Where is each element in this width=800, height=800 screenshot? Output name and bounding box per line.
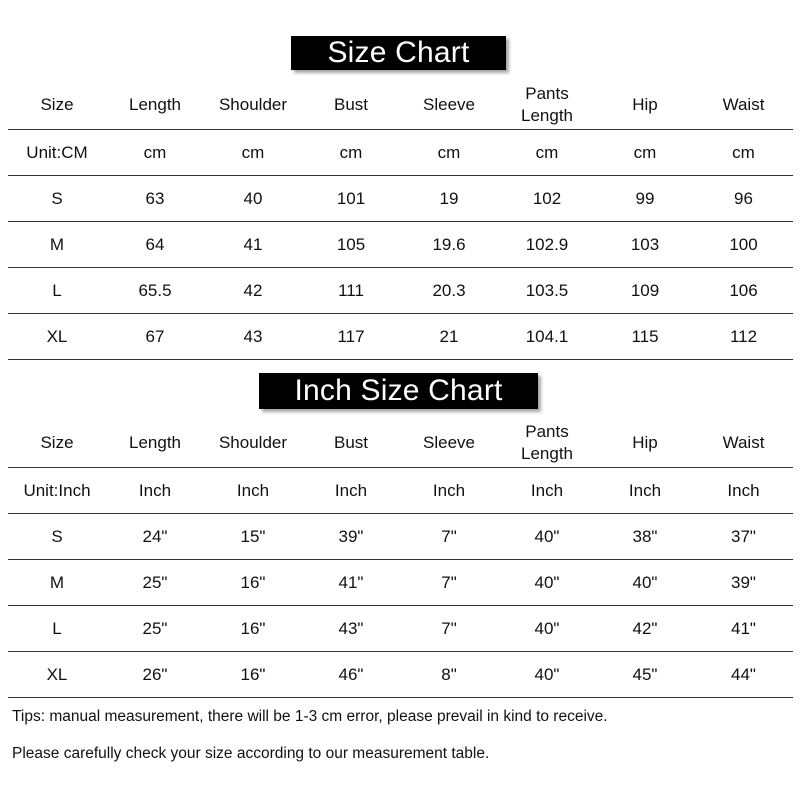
table-cell: M (8, 222, 106, 268)
table-cell: 41 (204, 222, 302, 268)
column-header: Waist (694, 80, 793, 130)
column-header: Bust (302, 80, 400, 130)
unit-cell: cm (106, 130, 204, 176)
table-cell: 65.5 (106, 268, 204, 314)
table-row (8, 652, 793, 698)
column-header-line: Pants (525, 421, 569, 441)
table-cell: 99 (596, 176, 694, 222)
unit-cell: Inch (302, 468, 400, 514)
table-cell: 40" (498, 652, 596, 698)
table-cell: 40 (204, 176, 302, 222)
table-row (8, 314, 793, 360)
table-cell: 20.3 (400, 268, 498, 314)
table-cell: 8" (400, 652, 498, 698)
unit-cell: Inch (596, 468, 694, 514)
table-cell: XL (8, 652, 106, 698)
table-cell: 16" (204, 560, 302, 606)
table-cell: 101 (302, 176, 400, 222)
size-chart-title: Size Chart (291, 36, 506, 70)
column-header-line: Length (521, 443, 573, 463)
table-row (8, 222, 793, 268)
table-cell: 96 (694, 176, 793, 222)
table-cell: 102.9 (498, 222, 596, 268)
table-cell: 104.1 (498, 314, 596, 360)
unit-cell: Inch (694, 468, 793, 514)
column-header (498, 418, 596, 468)
table-cell: XL (8, 314, 106, 360)
cm-unit-row (8, 130, 793, 176)
table-cell: L (8, 268, 106, 314)
table-cell: 41" (302, 560, 400, 606)
table-cell: 7" (400, 606, 498, 652)
table-cell: 38" (596, 514, 694, 560)
measurement-tip: Tips: manual measurement, there will be 1-3 cm error, please prevail in kind to receive. (12, 708, 608, 725)
cm-header-row (8, 80, 793, 130)
table-cell: 39" (694, 560, 793, 606)
table-row (8, 514, 793, 560)
column-header: Length (106, 418, 204, 468)
table-cell: 40" (498, 514, 596, 560)
table-cell: 42" (596, 606, 694, 652)
table-row (8, 268, 793, 314)
table-cell: 103.5 (498, 268, 596, 314)
table-cell: 67 (106, 314, 204, 360)
column-header: Sleeve (400, 80, 498, 130)
table-cell: 41" (694, 606, 793, 652)
column-header-line: Length (521, 105, 573, 125)
inch-size-table (8, 418, 793, 698)
unit-cell: cm (302, 130, 400, 176)
inch-unit-row (8, 468, 793, 514)
table-cell: 43 (204, 314, 302, 360)
unit-cell: cm (498, 130, 596, 176)
table-cell: 109 (596, 268, 694, 314)
table-cell: 43" (302, 606, 400, 652)
table-cell: L (8, 606, 106, 652)
table-cell: 44" (694, 652, 793, 698)
table-cell: 39" (302, 514, 400, 560)
table-cell: 115 (596, 314, 694, 360)
table-cell: 105 (302, 222, 400, 268)
table-cell: 19 (400, 176, 498, 222)
table-cell: 25" (106, 606, 204, 652)
table-cell: S (8, 514, 106, 560)
table-cell: 42 (204, 268, 302, 314)
table-cell: 19.6 (400, 222, 498, 268)
column-header: Bust (302, 418, 400, 468)
size-check-note: Please carefully check your size according to our measurement table. (12, 745, 490, 762)
column-header-line: Pants (525, 83, 569, 103)
unit-cell: cm (596, 130, 694, 176)
column-header: Hip (596, 80, 694, 130)
column-header: Hip (596, 418, 694, 468)
column-header: Sleeve (400, 418, 498, 468)
table-cell: 63 (106, 176, 204, 222)
table-cell: 16" (204, 652, 302, 698)
column-header: Size (8, 80, 106, 130)
table-cell: S (8, 176, 106, 222)
table-cell: 40" (596, 560, 694, 606)
table-cell: 37" (694, 514, 793, 560)
column-header: Shoulder (204, 80, 302, 130)
inch-header-row (8, 418, 793, 468)
column-header (498, 80, 596, 130)
unit-cell: Inch (498, 468, 596, 514)
unit-cell: Inch (204, 468, 302, 514)
unit-cell: Unit:CM (8, 130, 106, 176)
unit-cell: cm (694, 130, 793, 176)
table-cell: 46" (302, 652, 400, 698)
cm-size-table (8, 80, 793, 360)
table-cell: 16" (204, 606, 302, 652)
table-row (8, 606, 793, 652)
table-cell: 112 (694, 314, 793, 360)
column-header: Shoulder (204, 418, 302, 468)
table-cell: 7" (400, 514, 498, 560)
unit-cell: cm (204, 130, 302, 176)
inch-size-chart-title: Inch Size Chart (259, 373, 538, 409)
table-cell: 21 (400, 314, 498, 360)
unit-cell: Unit:Inch (8, 468, 106, 514)
table-cell: 117 (302, 314, 400, 360)
column-header: Size (8, 418, 106, 468)
table-cell: 103 (596, 222, 694, 268)
table-cell: 40" (498, 560, 596, 606)
table-cell: 111 (302, 268, 400, 314)
table-cell: 26" (106, 652, 204, 698)
table-cell: 102 (498, 176, 596, 222)
unit-cell: Inch (106, 468, 204, 514)
table-cell: M (8, 560, 106, 606)
table-cell: 25" (106, 560, 204, 606)
table-row (8, 176, 793, 222)
column-header: Length (106, 80, 204, 130)
unit-cell: cm (400, 130, 498, 176)
table-cell: 100 (694, 222, 793, 268)
table-cell: 106 (694, 268, 793, 314)
table-cell: 7" (400, 560, 498, 606)
column-header: Waist (694, 418, 793, 468)
table-cell: 64 (106, 222, 204, 268)
table-cell: 40" (498, 606, 596, 652)
table-row (8, 560, 793, 606)
table-cell: 15" (204, 514, 302, 560)
table-cell: 45" (596, 652, 694, 698)
table-cell: 24" (106, 514, 204, 560)
unit-cell: Inch (400, 468, 498, 514)
